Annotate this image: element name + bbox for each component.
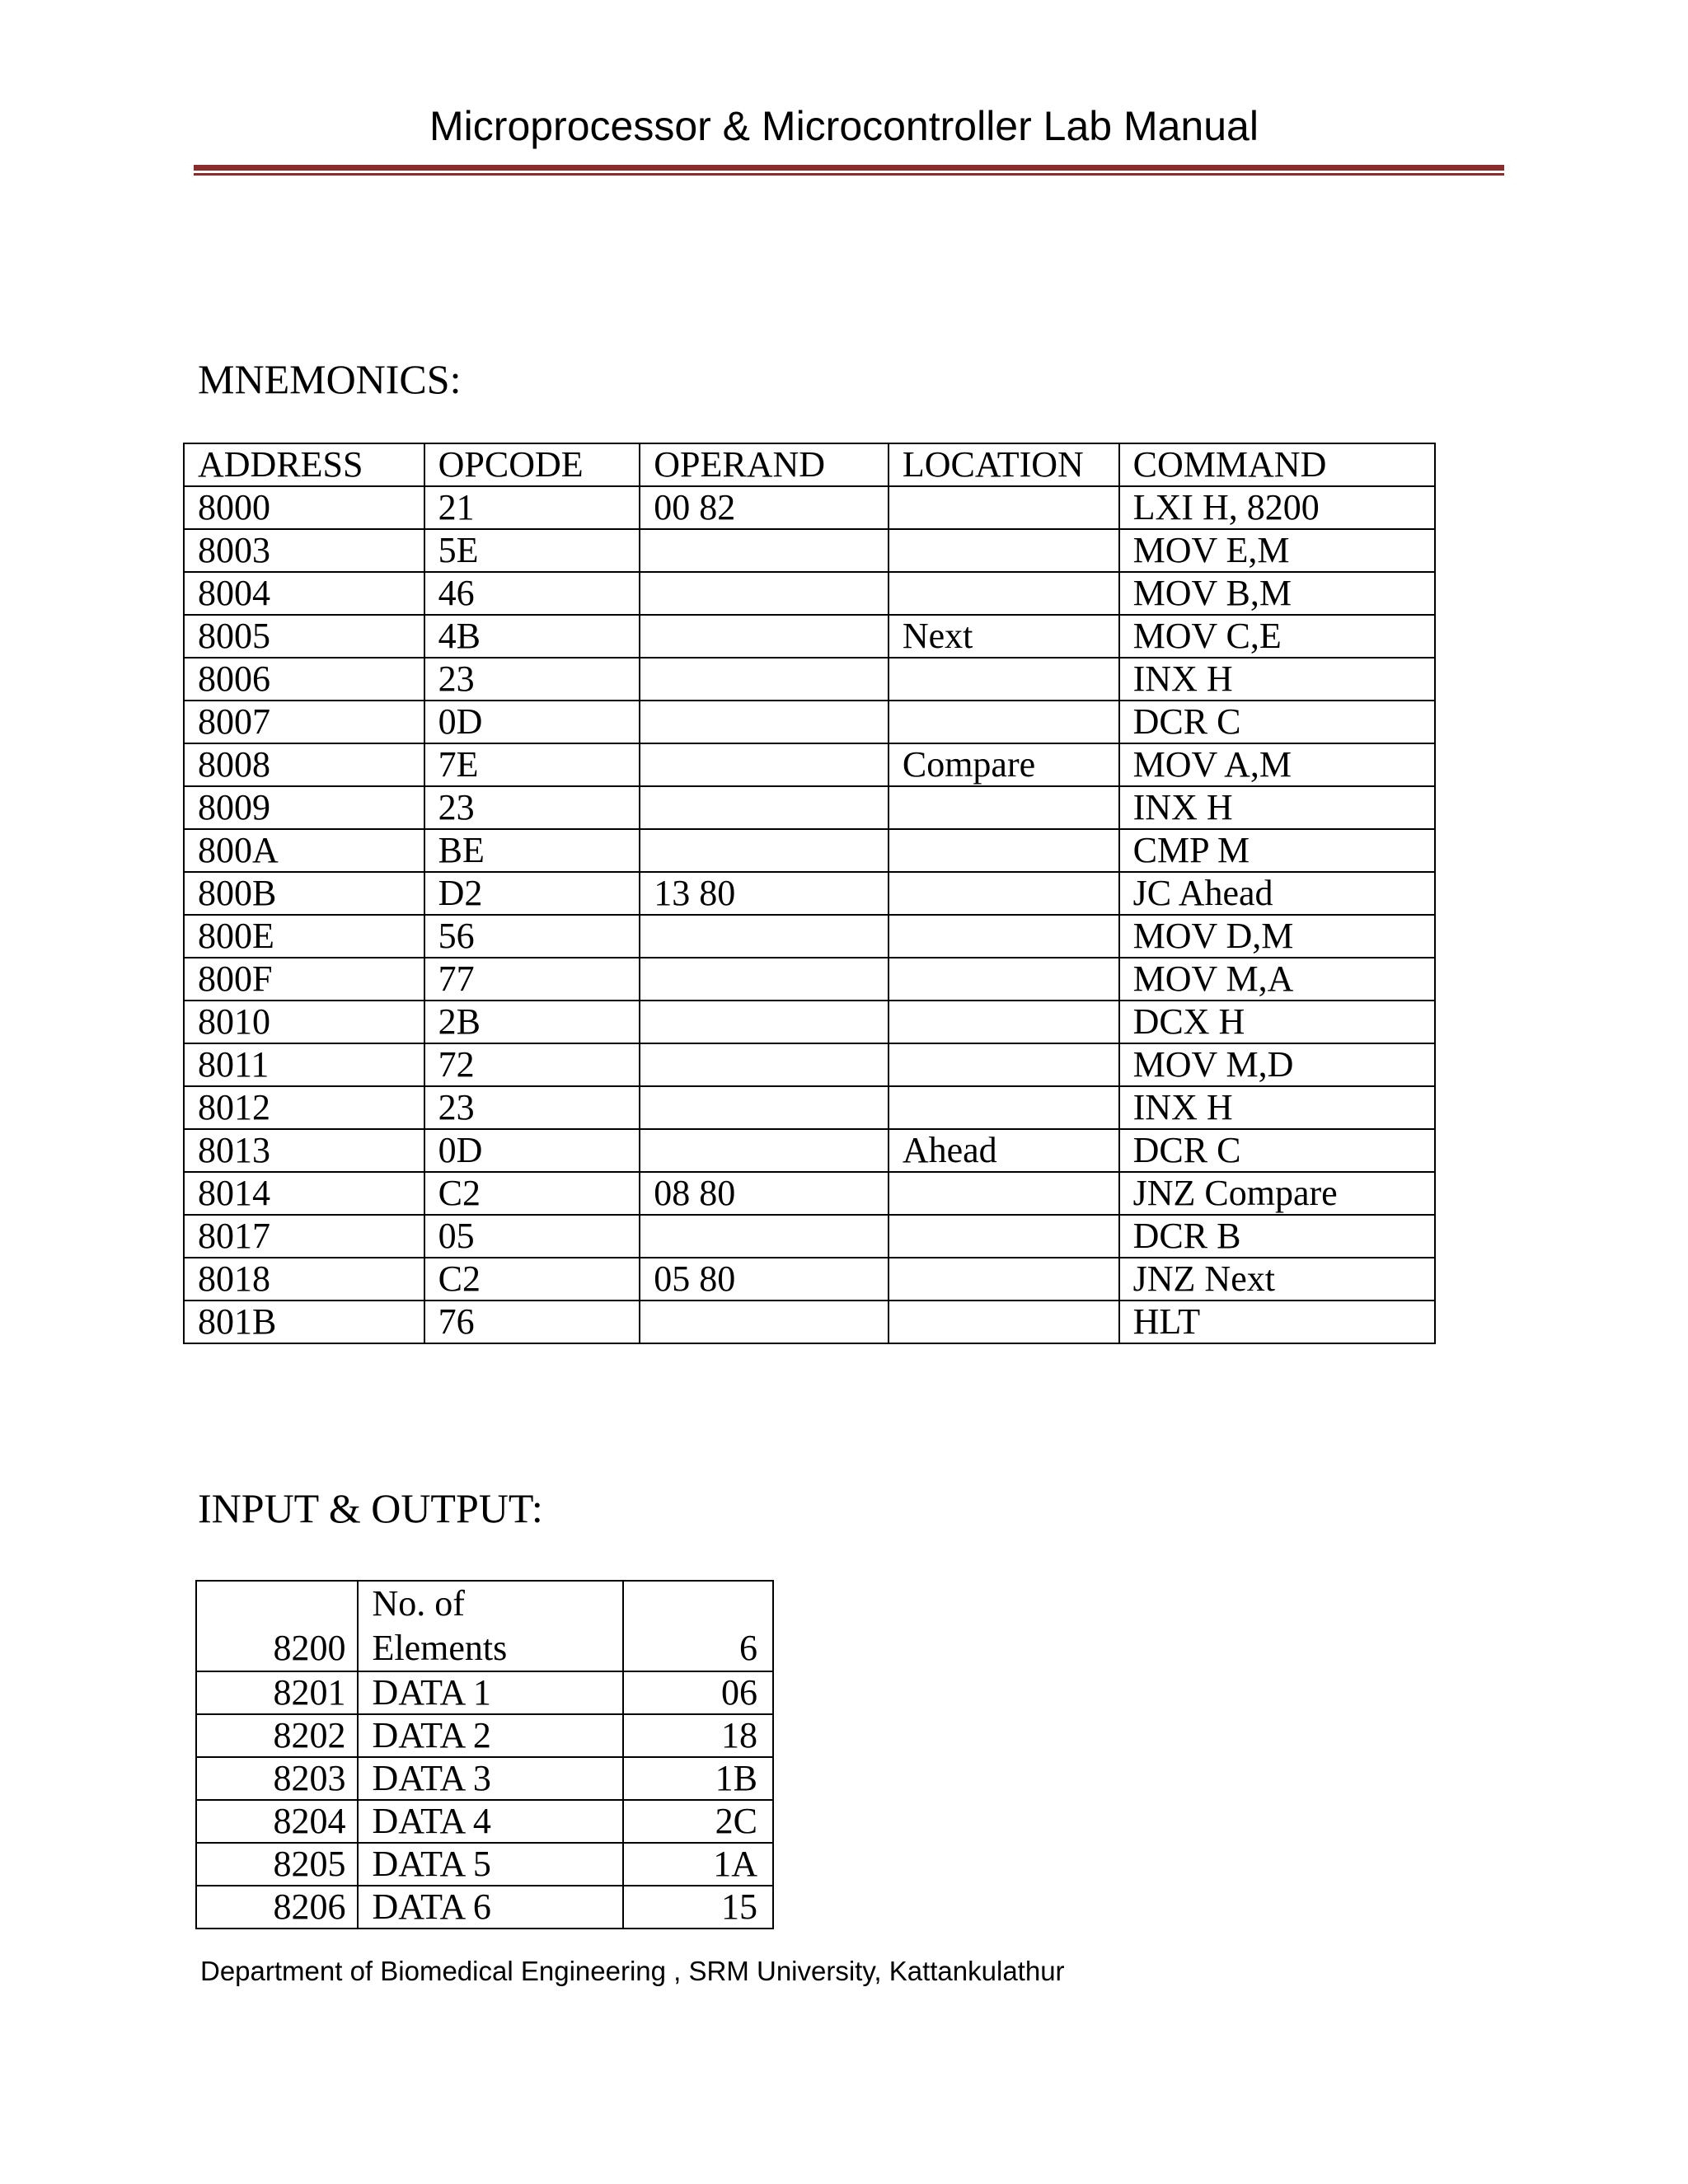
opcode-cell: 21 [424,486,640,529]
opcode-cell: 72 [424,1043,640,1086]
operand-cell [640,572,889,615]
table-row [184,743,1435,786]
opcode-cell: 2B [424,1001,640,1043]
operand-cell [640,829,889,872]
operand-cell: 08 80 [640,1172,889,1215]
table-row [184,872,1435,915]
location-cell [889,701,1119,743]
io-label-cell: DATA 5 [358,1843,622,1886]
table-row [184,701,1435,743]
io-heading: INPUT & OUTPUT: [198,1485,543,1531]
mnemonics-header-row [184,443,1435,486]
table-row [184,1258,1435,1301]
table-row [196,1886,773,1929]
location-cell [889,1172,1119,1215]
io-address-cell: 8202 [196,1714,358,1757]
location-cell [889,1001,1119,1043]
io-address-cell: 8204 [196,1800,358,1843]
command-cell: MOV A,M [1119,743,1435,786]
command-cell: MOV B,M [1119,572,1435,615]
opcode-cell: 4B [424,615,640,658]
opcode-cell: 46 [424,572,640,615]
command-cell: INX H [1119,1086,1435,1129]
table-row [196,1757,773,1800]
io-label-cell: DATA 6 [358,1886,622,1929]
command-cell: MOV D,M [1119,915,1435,958]
location-cell: Compare [889,743,1119,786]
operand-cell: 13 80 [640,872,889,915]
address-cell: 8003 [184,529,424,572]
table-row [196,1671,773,1714]
table-row [184,1001,1435,1043]
table-row [184,958,1435,1001]
io-value-cell: 2C [623,1800,773,1843]
table-row [196,1714,773,1757]
io-address-cell: 8201 [196,1671,358,1714]
table-row [184,1043,1435,1086]
opcode-cell: 05 [424,1215,640,1258]
address-cell: 8013 [184,1129,424,1172]
io-label-cell: DATA 1 [358,1671,622,1714]
operand-cell [640,701,889,743]
table-row [184,829,1435,872]
command-cell: DCR C [1119,701,1435,743]
opcode-cell: 5E [424,529,640,572]
command-cell: JNZ Next [1119,1258,1435,1301]
command-cell: MOV M,A [1119,958,1435,1001]
location-cell [889,872,1119,915]
location-cell [889,1086,1119,1129]
column-header-operand: OPERAND [640,443,889,486]
location-cell: Next [889,615,1119,658]
location-cell [889,486,1119,529]
command-cell: CMP M [1119,829,1435,872]
io-address-cell: 8200 [196,1581,358,1671]
table-row [184,1086,1435,1129]
address-cell: 8005 [184,615,424,658]
address-cell: 800A [184,829,424,872]
table-row [184,1215,1435,1258]
operand-cell [640,529,889,572]
address-cell: 8008 [184,743,424,786]
address-cell: 8000 [184,486,424,529]
command-cell: INX H [1119,658,1435,701]
opcode-cell: 0D [424,1129,640,1172]
opcode-cell: D2 [424,872,640,915]
opcode-cell: BE [424,829,640,872]
table-row [184,572,1435,615]
address-cell: 8006 [184,658,424,701]
io-table [195,1580,774,1929]
address-cell: 8007 [184,701,424,743]
header-rule-thin [194,173,1504,176]
opcode-cell: 77 [424,958,640,1001]
operand-cell [640,958,889,1001]
operand-cell [640,1301,889,1343]
table-row [196,1843,773,1886]
io-label-cell: DATA 2 [358,1714,622,1757]
operand-cell [640,1043,889,1086]
address-cell: 8004 [184,572,424,615]
io-label-cell: DATA 4 [358,1800,622,1843]
command-cell: MOV C,E [1119,615,1435,658]
opcode-cell: 0D [424,701,640,743]
table-row [184,1172,1435,1215]
table-row [184,1129,1435,1172]
io-value-cell: 18 [623,1714,773,1757]
io-label-cell: No. of Elements [358,1581,622,1671]
column-header-opcode: OPCODE [424,443,640,486]
io-value-cell: 1B [623,1757,773,1800]
command-cell: JC Ahead [1119,872,1435,915]
io-address-cell: 8205 [196,1843,358,1886]
table-row [184,915,1435,958]
address-cell: 8014 [184,1172,424,1215]
location-cell [889,1258,1119,1301]
command-cell: INX H [1119,786,1435,829]
io-value-cell: 6 [623,1581,773,1671]
operand-cell [640,658,889,701]
operand-cell [640,615,889,658]
opcode-cell: 56 [424,915,640,958]
location-cell [889,958,1119,1001]
command-cell: JNZ Compare [1119,1172,1435,1215]
io-address-cell: 8206 [196,1886,358,1929]
command-cell: LXI H, 8200 [1119,486,1435,529]
table-row [184,786,1435,829]
operand-cell [640,1086,889,1129]
page-header-title: Microprocessor & Microcontroller Lab Manual [429,103,1259,149]
opcode-cell: 23 [424,786,640,829]
address-cell: 800E [184,915,424,958]
page-footer: Department of Biomedical Engineering , SRM University, Kattankulathur [200,1956,1065,1986]
operand-cell [640,786,889,829]
table-row [184,486,1435,529]
operand-cell: 05 80 [640,1258,889,1301]
command-cell: DCX H [1119,1001,1435,1043]
address-cell: 800B [184,872,424,915]
mnemonics-heading: MNEMONICS: [198,356,462,402]
command-cell: MOV M,D [1119,1043,1435,1086]
io-value-cell: 1A [623,1843,773,1886]
io-value-cell: 06 [623,1671,773,1714]
mnemonics-table-body [184,443,1435,1343]
operand-cell [640,743,889,786]
location-cell [889,1301,1119,1343]
opcode-cell: 23 [424,658,640,701]
table-row [184,658,1435,701]
location-cell [889,658,1119,701]
table-row [196,1800,773,1843]
command-cell: MOV E,M [1119,529,1435,572]
mnemonics-table [183,443,1436,1344]
column-header-address: ADDRESS [184,443,424,486]
location-cell [889,915,1119,958]
table-row [184,529,1435,572]
location-cell [889,572,1119,615]
operand-cell [640,915,889,958]
address-cell: 801B [184,1301,424,1343]
location-cell [889,1215,1119,1258]
opcode-cell: C2 [424,1258,640,1301]
table-row [184,1301,1435,1343]
location-cell [889,786,1119,829]
operand-cell [640,1001,889,1043]
address-cell: 8017 [184,1215,424,1258]
column-header-command: COMMAND [1119,443,1435,486]
io-address-cell: 8203 [196,1757,358,1800]
command-cell: DCR C [1119,1129,1435,1172]
operand-cell [640,1215,889,1258]
table-row [184,615,1435,658]
opcode-cell: C2 [424,1172,640,1215]
command-cell: DCR B [1119,1215,1435,1258]
io-table-body [196,1581,773,1929]
location-cell: Ahead [889,1129,1119,1172]
address-cell: 8009 [184,786,424,829]
address-cell: 8012 [184,1086,424,1129]
opcode-cell: 23 [424,1086,640,1129]
io-value-cell: 15 [623,1886,773,1929]
address-cell: 8010 [184,1001,424,1043]
io-label-cell: DATA 3 [358,1757,622,1800]
location-cell [889,529,1119,572]
location-cell [889,829,1119,872]
header-rule-thick [194,165,1504,171]
opcode-cell: 7E [424,743,640,786]
location-cell [889,1043,1119,1086]
operand-cell [640,1129,889,1172]
command-cell: HLT [1119,1301,1435,1343]
table-row [196,1581,773,1671]
address-cell: 800F [184,958,424,1001]
opcode-cell: 76 [424,1301,640,1343]
address-cell: 8018 [184,1258,424,1301]
column-header-location: LOCATION [889,443,1119,486]
operand-cell: 00 82 [640,486,889,529]
address-cell: 8011 [184,1043,424,1086]
